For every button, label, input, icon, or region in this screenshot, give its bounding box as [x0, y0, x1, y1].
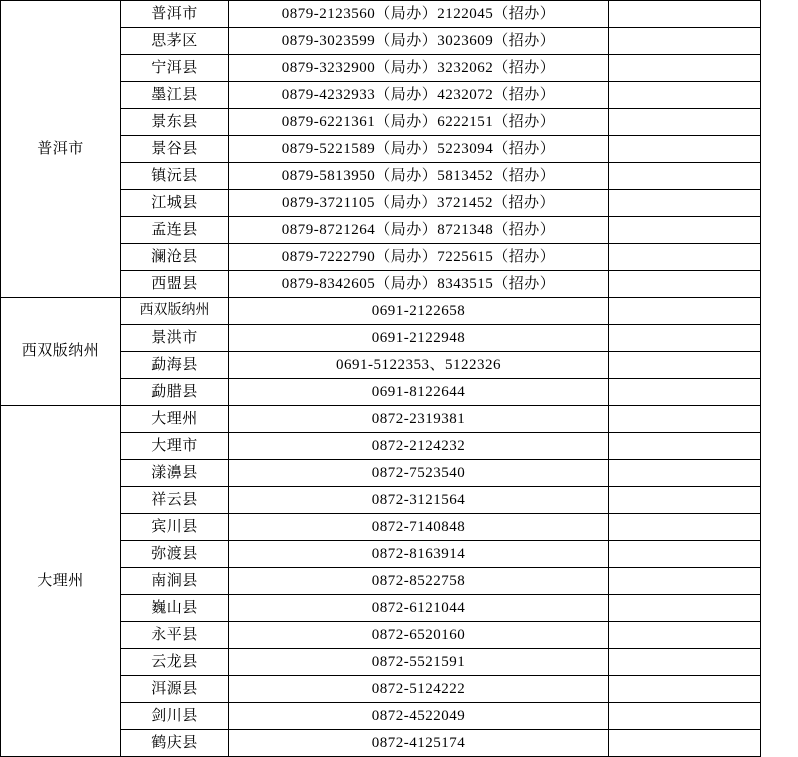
note-cell — [609, 109, 761, 136]
phone-cell: 0872-6520160 — [229, 622, 609, 649]
city-cell: 勐海县 — [121, 352, 229, 379]
phone-cell: 0691-5122353、5122326 — [229, 352, 609, 379]
note-cell — [609, 217, 761, 244]
note-cell — [609, 487, 761, 514]
city-cell: 景东县 — [121, 109, 229, 136]
city-cell: 澜沧县 — [121, 244, 229, 271]
phone-cell: 0879-5813950（局办）5813452（招办） — [229, 163, 609, 190]
note-cell — [609, 568, 761, 595]
phone-cell: 0691-8122644 — [229, 379, 609, 406]
city-cell: 西双版纳州 — [121, 298, 229, 325]
phone-cell: 0872-7523540 — [229, 460, 609, 487]
note-cell — [609, 190, 761, 217]
table-row — [1, 298, 761, 325]
region-cell: 普洱市 — [1, 1, 121, 298]
city-cell: 镇沅县 — [121, 163, 229, 190]
note-cell — [609, 514, 761, 541]
region-cell: 西双版纳州 — [1, 298, 121, 406]
phone-cell: 0879-3023599（局办）3023609（招办） — [229, 28, 609, 55]
city-cell: 西盟县 — [121, 271, 229, 298]
city-cell: 祥云县 — [121, 487, 229, 514]
note-cell — [609, 136, 761, 163]
phone-cell: 0691-2122948 — [229, 325, 609, 352]
phone-cell: 0691-2122658 — [229, 298, 609, 325]
note-cell — [609, 676, 761, 703]
city-cell: 景谷县 — [121, 136, 229, 163]
phone-cell: 0872-2124232 — [229, 433, 609, 460]
phone-cell: 0879-6221361（局办）6222151（招办） — [229, 109, 609, 136]
note-cell — [609, 163, 761, 190]
city-cell: 景洪市 — [121, 325, 229, 352]
phone-cell: 0879-2123560（局办）2122045（招办） — [229, 1, 609, 28]
note-cell — [609, 433, 761, 460]
city-cell: 大理市 — [121, 433, 229, 460]
phone-cell: 0879-4232933（局办）4232072（招办） — [229, 82, 609, 109]
region-cell: 大理州 — [1, 406, 121, 757]
city-cell: 大理州 — [121, 406, 229, 433]
note-cell — [609, 379, 761, 406]
city-cell: 南涧县 — [121, 568, 229, 595]
note-cell — [609, 244, 761, 271]
note-cell — [609, 352, 761, 379]
city-cell: 巍山县 — [121, 595, 229, 622]
note-cell — [609, 1, 761, 28]
city-cell: 剑川县 — [121, 703, 229, 730]
note-cell — [609, 298, 761, 325]
phone-cell: 0872-5521591 — [229, 649, 609, 676]
city-cell: 洱源县 — [121, 676, 229, 703]
city-cell: 永平县 — [121, 622, 229, 649]
note-cell — [609, 649, 761, 676]
phone-cell: 0872-4125174 — [229, 730, 609, 757]
phone-cell: 0872-5124222 — [229, 676, 609, 703]
phone-cell: 0872-6121044 — [229, 595, 609, 622]
city-cell: 弥渡县 — [121, 541, 229, 568]
city-cell: 孟连县 — [121, 217, 229, 244]
phone-cell: 0872-8522758 — [229, 568, 609, 595]
phone-cell: 0872-3121564 — [229, 487, 609, 514]
phone-cell: 0872-4522049 — [229, 703, 609, 730]
phone-cell: 0879-3721105（局办）3721452（招办） — [229, 190, 609, 217]
note-cell — [609, 622, 761, 649]
city-cell: 勐腊县 — [121, 379, 229, 406]
city-cell: 宾川县 — [121, 514, 229, 541]
phone-cell: 0872-8163914 — [229, 541, 609, 568]
phone-cell: 0879-3232900（局办）3232062（招办） — [229, 55, 609, 82]
phone-cell: 0879-7222790（局办）7225615（招办） — [229, 244, 609, 271]
city-cell: 鹤庆县 — [121, 730, 229, 757]
note-cell — [609, 460, 761, 487]
phone-cell: 0872-2319381 — [229, 406, 609, 433]
note-cell — [609, 406, 761, 433]
phone-cell: 0879-8342605（局办）8343515（招办） — [229, 271, 609, 298]
note-cell — [609, 82, 761, 109]
city-cell: 宁洱县 — [121, 55, 229, 82]
phone-cell: 0879-8721264（局办）8721348（招办） — [229, 217, 609, 244]
phone-cell: 0879-5221589（局办）5223094（招办） — [229, 136, 609, 163]
city-cell: 思茅区 — [121, 28, 229, 55]
city-cell: 漾濞县 — [121, 460, 229, 487]
note-cell — [609, 28, 761, 55]
table-row — [1, 406, 761, 433]
note-cell — [609, 55, 761, 82]
note-cell — [609, 730, 761, 757]
city-cell: 云龙县 — [121, 649, 229, 676]
city-cell: 江城县 — [121, 190, 229, 217]
table-row — [1, 1, 761, 28]
city-cell: 普洱市 — [121, 1, 229, 28]
phone-cell: 0872-7140848 — [229, 514, 609, 541]
note-cell — [609, 595, 761, 622]
city-cell: 墨江县 — [121, 82, 229, 109]
table-body — [1, 1, 761, 757]
note-cell — [609, 703, 761, 730]
note-cell — [609, 325, 761, 352]
note-cell — [609, 271, 761, 298]
note-cell — [609, 541, 761, 568]
